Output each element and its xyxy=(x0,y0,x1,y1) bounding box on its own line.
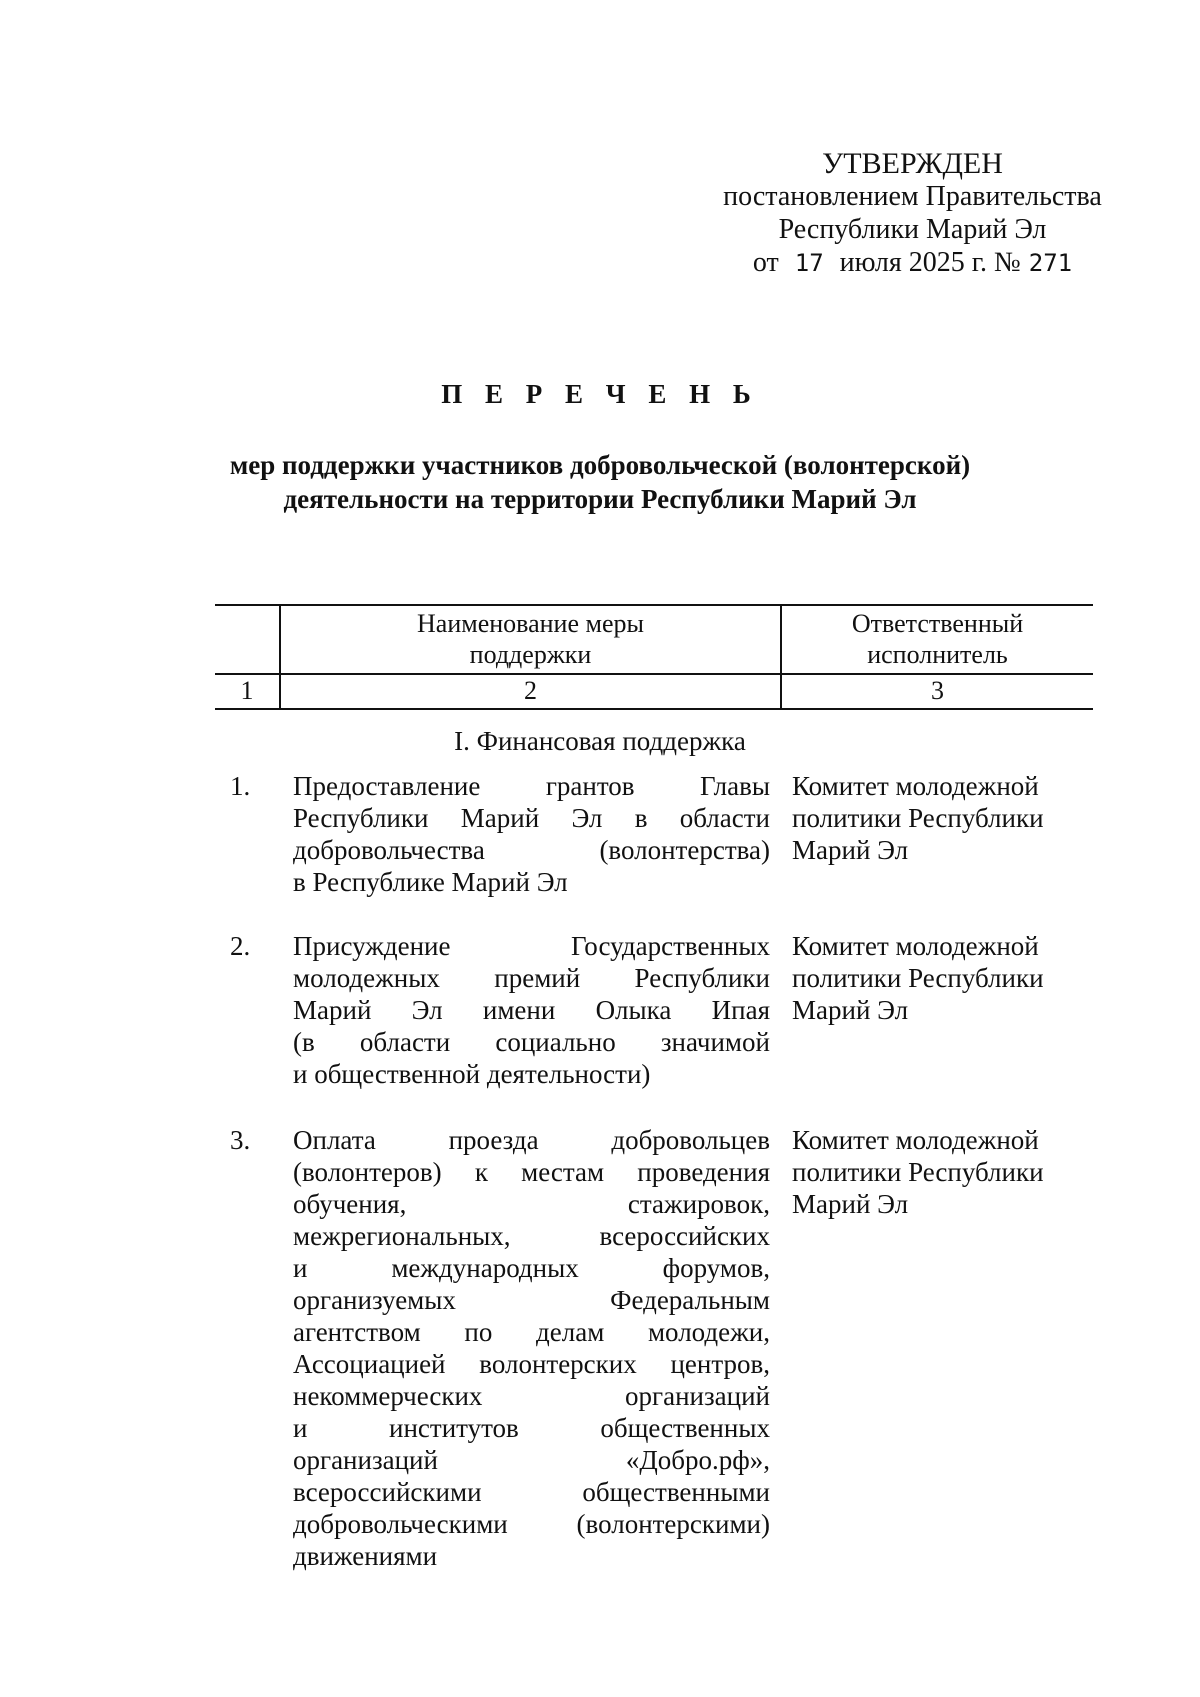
measure-word: общественных xyxy=(600,1413,770,1443)
measure-word: Республики xyxy=(293,803,429,833)
measure-word: делам xyxy=(536,1317,605,1347)
measure-line xyxy=(293,1444,770,1476)
document-title: П Е Р Е Ч Е Н Ь xyxy=(441,379,759,409)
measure-line xyxy=(293,1156,770,1188)
row-executor xyxy=(792,770,1112,866)
measure-word: значимой xyxy=(660,1027,770,1057)
measure-line xyxy=(293,1316,770,1348)
measure-word: Марий xyxy=(293,995,372,1025)
executor-line: политики Республики xyxy=(792,803,1044,833)
measure-word: проезда xyxy=(448,1125,539,1155)
measure-word: Оплата xyxy=(293,1125,376,1155)
measure-word: волонтерских xyxy=(479,1349,637,1379)
measure-word: добровольчества xyxy=(293,835,485,865)
row-executor xyxy=(792,1124,1112,1220)
measure-word: международных xyxy=(391,1253,579,1283)
measure-line xyxy=(293,1026,770,1058)
measure-line xyxy=(293,1412,770,1444)
measure-word: институтов xyxy=(389,1413,519,1443)
row-number: 3. xyxy=(230,1125,251,1155)
measure-word: Марий xyxy=(460,803,540,833)
measure-word: Присуждение xyxy=(293,931,451,961)
table-top-border xyxy=(215,604,1093,606)
section-heading: I. Финансовая поддержка xyxy=(454,726,746,756)
subtitle-line-1: мер поддержки участников добровольческой (волонтерской) xyxy=(229,450,971,480)
measure-line xyxy=(293,1252,770,1284)
measure-word: (в xyxy=(293,1027,315,1057)
executor-line: Марий Эл xyxy=(792,835,909,865)
measure-word: молодежи, xyxy=(647,1317,770,1347)
measure-line xyxy=(293,1124,770,1156)
row-measure xyxy=(293,770,770,898)
measure-word: Олыка xyxy=(595,995,672,1025)
measure-word: «Добро.рф», xyxy=(625,1445,770,1475)
executor-line: Марий Эл xyxy=(792,995,909,1025)
header-measure xyxy=(281,608,780,670)
measure-word: форумов, xyxy=(662,1253,770,1283)
measure-word: области xyxy=(359,1027,451,1057)
executor-line: политики Республики xyxy=(792,1157,1044,1187)
measure-line xyxy=(293,962,770,994)
measure-word: агентством xyxy=(293,1317,421,1347)
measure-word: области xyxy=(679,803,770,833)
table-header xyxy=(215,604,1093,709)
measure-word: социально xyxy=(495,1027,616,1057)
approval-date-day: 17 xyxy=(794,249,824,277)
header-executor-line-2: исполнитель xyxy=(867,640,1008,669)
measure-text: и общественной деятельности) xyxy=(293,1059,651,1089)
approval-number: 271 xyxy=(1028,249,1073,277)
measure-word: в xyxy=(634,803,648,833)
measure-word: Республики xyxy=(634,963,770,993)
executor-line: Комитет молодежной xyxy=(792,771,1039,801)
measure-word: Эл xyxy=(571,803,603,833)
measure-word: добровольческими xyxy=(293,1509,508,1539)
measure-line xyxy=(293,1380,770,1412)
measure-line xyxy=(293,834,770,866)
approval-block xyxy=(700,147,1125,280)
measure-line xyxy=(293,994,770,1026)
approval-line-2: Республики Марий Эл xyxy=(778,214,1047,245)
measure-line xyxy=(293,1188,770,1220)
header-executor xyxy=(782,608,1093,670)
executor-line: политики Республики xyxy=(792,963,1044,993)
measure-word: по xyxy=(464,1317,493,1347)
column-number-3: 3 xyxy=(931,676,944,705)
measure-line xyxy=(293,770,770,802)
executor-line: Марий Эл xyxy=(792,1189,909,1219)
measure-word: межрегиональных, xyxy=(293,1221,511,1251)
subtitle-line-2: деятельности на территории Республики Марий Эл xyxy=(283,484,917,514)
measure-word: и xyxy=(293,1253,308,1283)
approval-date-prefix: от xyxy=(752,247,779,278)
header-measure-line-2: поддержки xyxy=(469,640,592,669)
measure-word: (волонтерскими) xyxy=(576,1509,770,1539)
measure-word: к xyxy=(474,1157,488,1187)
measure-word: всероссийскими xyxy=(293,1477,482,1507)
measure-line xyxy=(293,1476,770,1508)
measure-word: общественными xyxy=(582,1477,770,1507)
measure-word: грантов xyxy=(545,771,635,801)
document-subtitle xyxy=(0,448,1200,516)
measure-text: движениями xyxy=(293,1541,438,1571)
measure-line xyxy=(293,1540,770,1572)
measure-word: Предоставление xyxy=(293,771,481,801)
approval-date-rest: июля 2025 г. № xyxy=(839,247,1021,278)
measure-line xyxy=(293,1220,770,1252)
measure-word: молодежных xyxy=(293,963,440,993)
measure-word: организаций xyxy=(625,1381,770,1411)
executor-line: Комитет молодежной xyxy=(792,1125,1039,1155)
measure-word: организаций xyxy=(293,1445,438,1475)
measure-line xyxy=(293,1058,770,1090)
row-number: 1. xyxy=(230,771,251,801)
measure-word: обучения, xyxy=(293,1189,407,1219)
measure-text: в Республике Марий Эл xyxy=(293,867,568,897)
header-executor-line-1: Ответственный xyxy=(851,609,1024,638)
measure-word: организуемых xyxy=(293,1285,456,1315)
measure-line xyxy=(293,866,770,898)
row-executor xyxy=(792,930,1112,1026)
measure-word: Федеральным xyxy=(610,1285,770,1315)
measure-word: Ипая xyxy=(711,995,770,1025)
measure-word: некоммерческих xyxy=(293,1381,483,1411)
table-numbers-bottom-border xyxy=(215,708,1093,710)
measure-word: (волонтеров) xyxy=(293,1157,442,1187)
row-measure xyxy=(293,1124,770,1572)
measure-line xyxy=(293,1348,770,1380)
header-measure-line-1: Наименование меры xyxy=(417,609,644,638)
measure-line xyxy=(293,930,770,962)
row-measure xyxy=(293,930,770,1090)
measure-word: центров, xyxy=(670,1349,770,1379)
measure-word: проведения xyxy=(637,1157,770,1187)
measure-word: местам xyxy=(521,1157,605,1187)
approval-title: УТВЕРЖДЕН xyxy=(822,147,1003,180)
measure-line xyxy=(293,1284,770,1316)
measure-word: Главы xyxy=(700,771,770,801)
executor-line: Комитет молодежной xyxy=(792,931,1039,961)
row-number: 2. xyxy=(230,931,251,961)
measure-word: и xyxy=(293,1413,308,1443)
measure-line xyxy=(293,1508,770,1540)
measure-word: всероссийских xyxy=(599,1221,770,1251)
measure-line xyxy=(293,802,770,834)
measure-word: имени xyxy=(482,995,556,1025)
approval-date-line xyxy=(700,246,1125,280)
measure-word: стажировок, xyxy=(627,1189,770,1219)
column-number-1: 1 xyxy=(240,676,254,705)
measure-word: добровольцев xyxy=(611,1125,770,1155)
measure-word: Ассоциацией xyxy=(293,1349,446,1379)
approval-line-1: постановлением Правительства xyxy=(723,181,1102,212)
measure-word: премий xyxy=(494,963,581,993)
measure-word: (волонтерства) xyxy=(599,835,770,865)
column-number-2: 2 xyxy=(524,676,537,705)
measure-word: Государственных xyxy=(571,931,770,961)
measure-word: Эл xyxy=(411,995,443,1025)
